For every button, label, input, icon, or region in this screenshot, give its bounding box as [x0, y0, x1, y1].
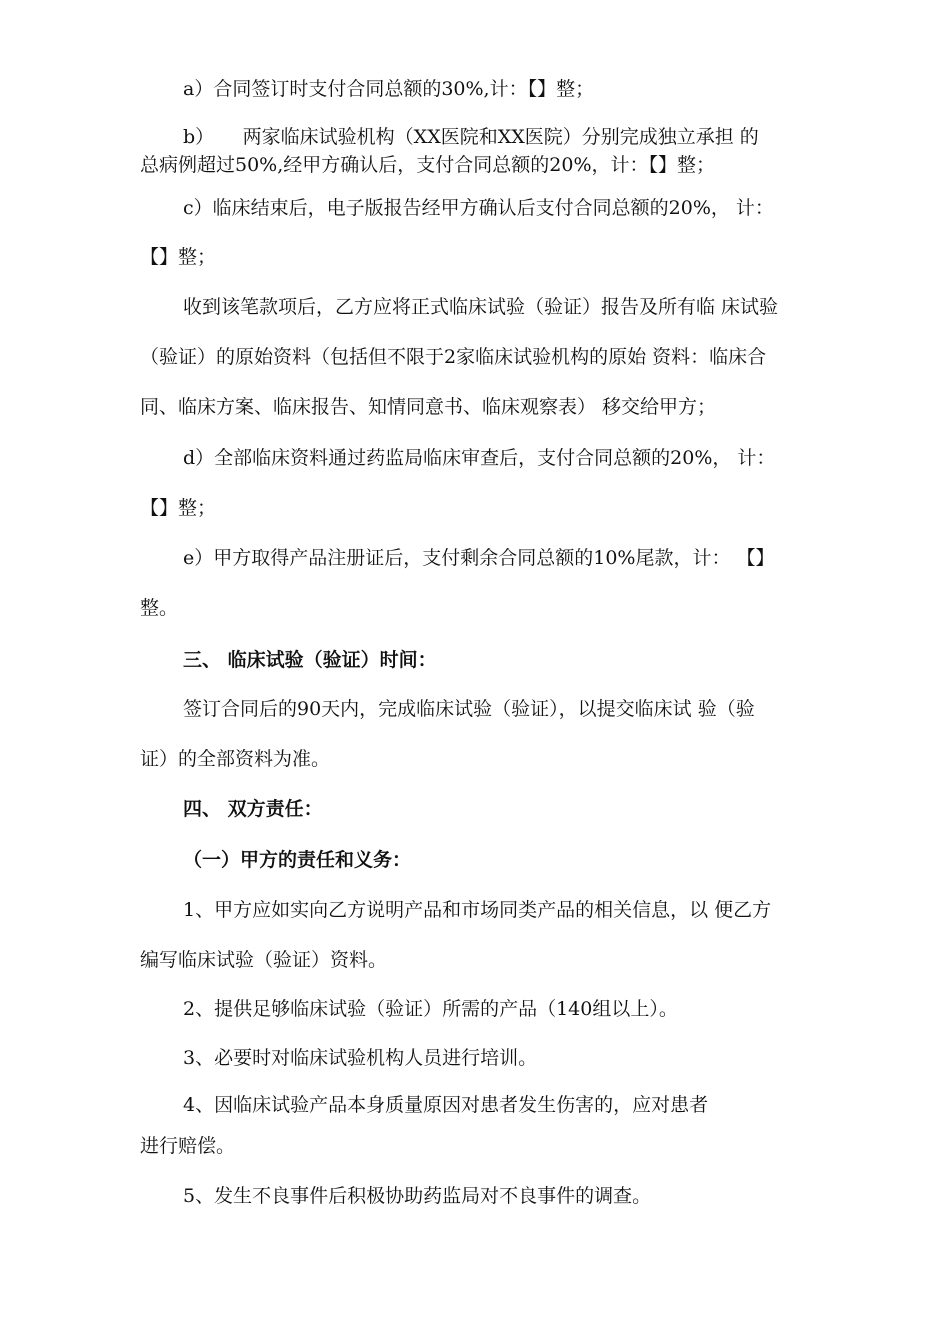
duty-item-2: 2、提供足够临床试验（验证）所需的产品（140组以上）。	[183, 998, 678, 1020]
payment-clause-b: b） 两家临床试验机构（XX医院和XX医院）分别完成独立承担 的	[183, 126, 759, 148]
trial-time-paragraph-2: 证）的全部资料为准。	[140, 748, 331, 770]
section-4-heading: 四、 双方责任：	[183, 798, 323, 820]
subsection-1-heading: （一）甲方的责任和义务：	[183, 849, 412, 871]
payment-clause-d: d）全部临床资料通过药监局临床审查后，支付合同总额的20%， 计：	[183, 447, 776, 469]
duty-item-1: 1、甲方应如实向乙方说明产品和市场同类产品的相关信息，以 便乙方	[183, 899, 772, 921]
trial-time-paragraph: 签订合同后的90天内，完成临床试验（验证），以提交临床试 验（验	[183, 698, 755, 720]
section-3-heading: 三、 临床试验（验证）时间：	[183, 649, 437, 671]
delivery-paragraph: 收到该笔款项后，乙方应将正式临床试验（验证）报告及所有临 床试验	[183, 296, 779, 318]
duty-item-3: 3、必要时对临床试验机构人员进行培训。	[183, 1047, 538, 1069]
payment-clause-d-cont: 【】整；	[140, 497, 217, 519]
delivery-paragraph-3: 同、临床方案、临床报告、知情同意书、临床观察表） 移交给甲方；	[140, 396, 717, 418]
payment-clause-c-cont: 【】整；	[140, 246, 217, 268]
duty-item-5: 5、发生不良事件后积极协助药监局对不良事件的调查。	[183, 1185, 652, 1207]
payment-clause-b-cont: 总病例超过50%,经甲方确认后，支付合同总额的20%，计：【】整；	[140, 154, 716, 176]
payment-clause-e: e）甲方取得产品注册证后，支付剩余合同总额的10%尾款，计： 【】	[183, 547, 775, 569]
duty-item-4-cont: 进行赔偿。	[140, 1135, 236, 1157]
payment-clause-c: c）临床结束后，电子版报告经甲方确认后支付合同总额的20%， 计：	[183, 197, 774, 219]
delivery-paragraph-2: （验证）的原始资料（包括但不限于2家临床试验机构的原始 资料：临床合	[140, 346, 767, 368]
duty-item-1-cont: 编写临床试验（验证）资料。	[140, 949, 388, 971]
duty-item-4: 4、因临床试验产品本身质量原因对患者发生伤害的，应对患者	[183, 1094, 709, 1116]
payment-clause-e-cont: 整。	[140, 597, 179, 619]
payment-clause-a: a）合同签订时支付合同总额的30%,计：【】整；	[183, 78, 595, 100]
